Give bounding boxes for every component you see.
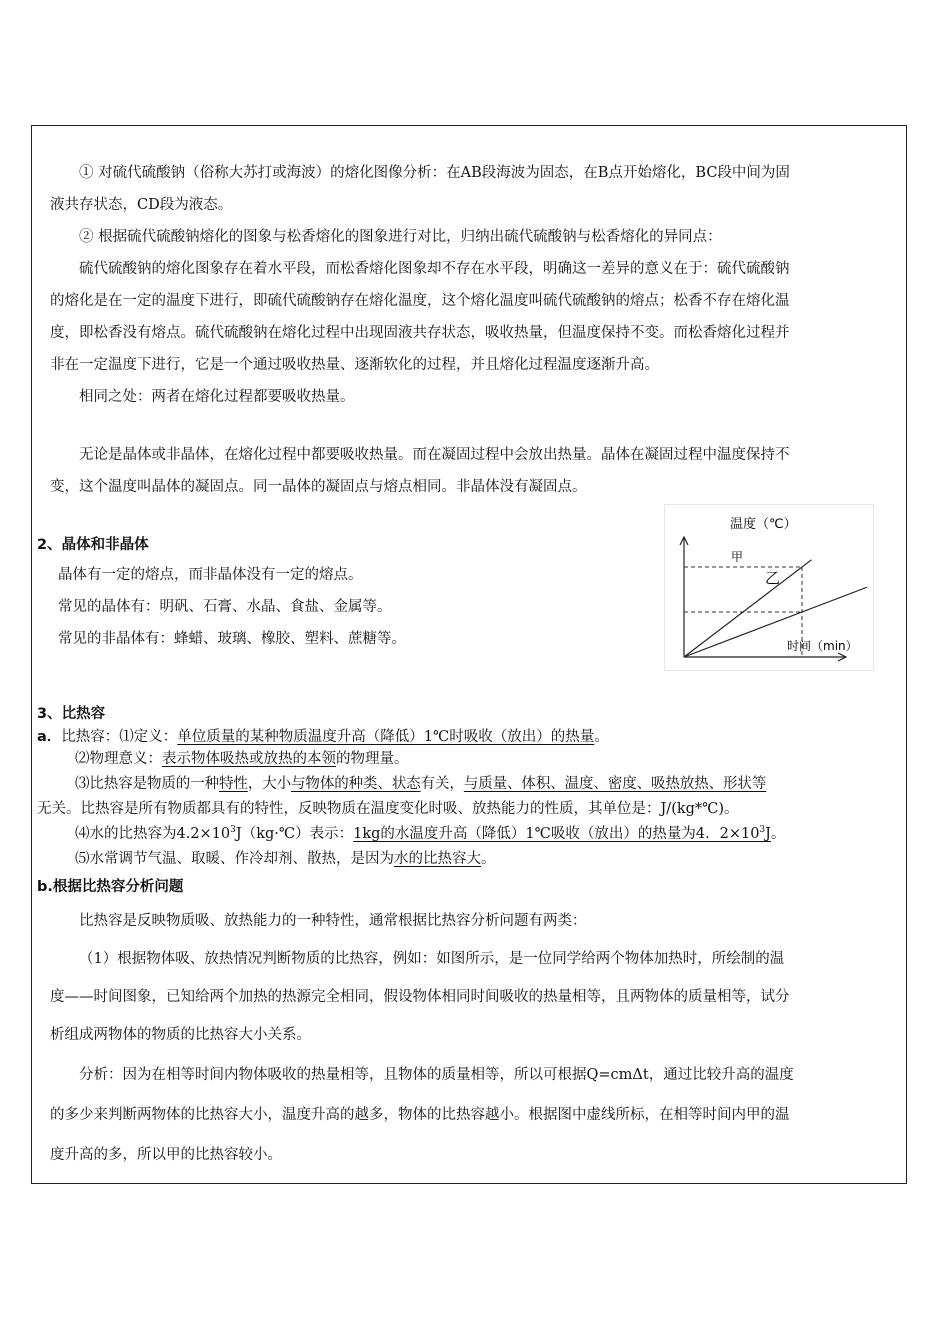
text-span: 。 — [770, 826, 786, 842]
paragraph-line: 的多少来判断两物体的比热容大小，温度升高的越多，物体的比热容越小。根据图中虚线所标，在相等时间内甲的温 — [50, 1107, 790, 1123]
superscript: 3 — [759, 825, 766, 835]
series-label-jia: 甲 — [731, 550, 744, 564]
text-span: J — [765, 826, 771, 842]
section-line: 晶体有一定的熔点，而非晶体没有一定的熔点。 — [58, 567, 363, 583]
usage-line — [75, 848, 496, 870]
underlined-text — [353, 826, 771, 842]
paragraph-line: 变，这个温度叫晶体的凝固点。同一晶体的凝固点与熔点相同。非晶体没有凝固点。 — [50, 479, 587, 495]
temperature-time-chart — [664, 504, 874, 671]
text-span: J（kg·℃）表示： — [235, 826, 354, 842]
paragraph-line: 液共存状态，CD段为液态。 — [50, 197, 233, 213]
underlined-text: 水的比热容大 — [394, 851, 481, 867]
text-span: 1kg的水温度升高（降低）1℃吸收（放出）的热量为4．2×10 — [353, 826, 760, 842]
underlined-text: 与质量、体积、温度、密度、吸热放热、形状等 — [463, 776, 767, 792]
property-line — [75, 773, 766, 795]
superscript: 3 — [230, 825, 236, 835]
paragraph-line: 相同之处：两者在熔化过程都要吸收热量。 — [79, 389, 355, 405]
paragraph-line: 度，即松香没有熔点。硫代硫酸钠在熔化过程中出现固液共存状态，吸收热量，但温度保持不变。而松香熔化过程并 — [50, 325, 790, 341]
paragraph-line: 的熔化是在一定的温度下进行，即硫代硫酸钠存在熔化温度，这个熔化温度叫硫代硫酸钠的熔点；松香不存在熔化温 — [50, 293, 790, 309]
paragraph-line: 非在一定温度下进行，它是一个通过吸收热量、逐渐软化的过程，并且熔化过程温度逐渐升高。 — [50, 357, 659, 373]
underlined-text: 特性 — [219, 776, 248, 792]
text-span: ，大小 — [247, 776, 292, 792]
section-heading: 3、比热容 — [37, 706, 106, 722]
section-line: 常见的非晶体有：蜂蜡、玻璃、橡胶、塑料、蔗糖等。 — [58, 631, 406, 647]
y-axis-label: 温度（℃） — [730, 517, 797, 532]
paragraph-line: 硫代硫酸钠的熔化图象存在着水平段，而松香熔化图象却不存在水平段，明确这一差异的意义在于：硫代硫酸钠 — [79, 261, 790, 277]
paragraph-line: 度升高的多，所以甲的比热容较小。 — [50, 1147, 282, 1163]
text-span: 。 — [594, 729, 609, 745]
definition-line — [37, 726, 609, 748]
text-span: 有关， — [420, 776, 464, 792]
meaning-line — [75, 748, 409, 770]
underlined-text: 单位质量的某种物质温度升高（降低）1℃时吸收（放出）的热量 — [177, 729, 595, 745]
section-heading: 2、晶体和非晶体 — [37, 537, 149, 553]
item-marker: a． — [37, 729, 62, 745]
text-span: ⑶比热容是物质的一种 — [75, 776, 219, 792]
paragraph-line: 无论是晶体或非晶体，在熔化过程中都要吸收热量。而在凝固过程中会放出热量。晶体在凝固过程中温度保持不 — [79, 447, 790, 463]
underlined-text: 表示物体吸热或放热的本领 — [162, 751, 336, 767]
text-span: ⑷水的比热容为4.2×10 — [75, 826, 231, 842]
paragraph-line: 析组成两物体的物质的比热容大小关系。 — [50, 1027, 311, 1043]
section-line: 常见的晶体有：明矾、石膏、水晶、食盐、金属等。 — [58, 599, 392, 615]
text-span: 的物理量。 — [336, 751, 409, 767]
water-heat-line — [75, 823, 785, 845]
text-span: 。 — [481, 851, 496, 867]
paragraph-line: 度——时间图象，已知给两个加热的热源完全相同，假设物体相同时间吸收的热量相等，且两物体的质量相等，试分 — [50, 989, 790, 1005]
text-span: 比热容：⑴定义： — [61, 729, 178, 745]
text-span: ⑸水常调节气温、取暖、作冷却剂、散热，是因为 — [75, 851, 394, 867]
text-span: ⑵物理意义： — [75, 751, 162, 767]
series-label-yi: 乙 — [765, 569, 781, 587]
paragraph-line: 分析：因为在相等时间内物体吸收的热量相等，且物体的质量相等，所以可根据Q=cmΔt，通过比较升高的温度 — [79, 1067, 794, 1083]
subsection-heading: b.根据比热容分析问题 — [37, 879, 184, 895]
paragraph-line: ① 对硫代硫酸钠（俗称大苏打或海波）的熔化图像分析：在AB段海波为固态，在B点开始熔化，BC段中间为固 — [79, 165, 790, 181]
x-axis-label: 时间（min） — [787, 639, 858, 653]
underlined-text: 与物体的种类、状态 — [291, 776, 421, 792]
paragraph-line: （1）根据物体吸、放热情况判断物质的比热容，例如：如图所示，是一位同学给两个物体加热时，所绘制的温 — [79, 951, 785, 967]
paragraph-line: ② 根据硫代硫酸钠熔化的图象与松香熔化的图象进行对比，归纳出硫代硫酸钠与松香熔化的异同点： — [79, 229, 722, 245]
property-line-cont: 无关。比热容是所有物质都具有的特性，反映物质在温度变化时吸、放热能力的性质，其单位是：J/(kg*℃)。 — [37, 801, 739, 817]
paragraph-line: 比热容是反映物质吸、放热能力的一种特性，通常根据比热容分析问题有两类： — [79, 913, 587, 929]
